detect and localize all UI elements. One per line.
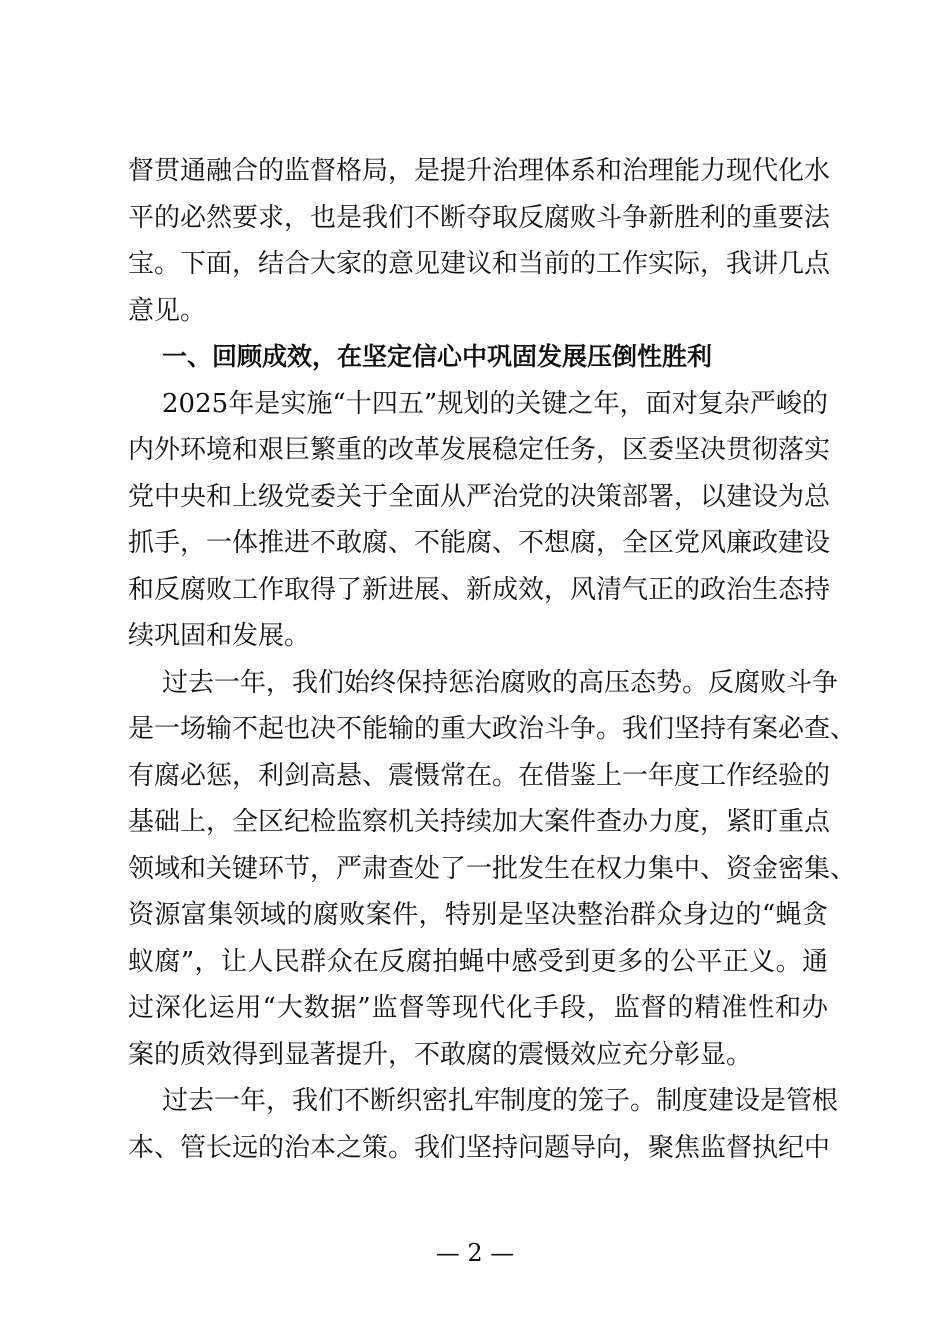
paragraph-line: 领域和关键环节，严肃查处了一批发生在权力集中、资金密集、: [128, 853, 857, 884]
paragraph-line: 案的质效得到显著提升，不敢腐的震慑效应充分彰显。: [128, 1039, 753, 1070]
paragraph-line: 基础上，全区纪检监察机关持续加大案件查办力度，紧盯重点: [128, 807, 831, 837]
paragraph-line: 续巩固和发展。: [128, 621, 311, 651]
paragraph-line: 资源富集领域的腐败案件，特别是坚决整治群众身边的“蝇贪: [128, 900, 828, 930]
paragraph-line: 过去一年，我们始终保持惩治腐败的高压态势。反腐败斗争: [162, 667, 839, 698]
page-number: — 2 —: [435, 1239, 515, 1267]
paragraph-line: 意见。: [128, 295, 207, 326]
section-heading: 一、回顾成效，在坚定信心中巩固发展压倒性胜利: [162, 342, 713, 371]
paragraph-line: 蚁腐”，让人民群众在反腐拍蝇中感受到更多的公平正义。通: [128, 946, 828, 977]
paragraph-line: 和反腐败工作取得了新进展、新成效，风清气正的政治生态持: [128, 574, 831, 605]
paragraph-line: 抓手，一体推进不敢腐、不能腐、不想腐，全区党风廉政建设: [128, 528, 831, 558]
paragraph-line: 是一场输不起也决不能输的重大政治斗争。我们坚持有案必查、: [128, 714, 857, 744]
paragraph-line: 党中央和上级党委关于全面从严治党的决策部署，以建设为总: [128, 481, 831, 512]
document-body: [128, 148, 857, 1171]
paragraph-line: 宝。下面，结合大家的意见建议和当前的工作实际，我讲几点: [128, 249, 831, 279]
paragraph-line: 过去一年，我们不断织密扎牢制度的笼子。制度建设是管根: [162, 1086, 839, 1116]
paragraph-line: 内外环境和艰巨繁重的改革发展稳定任务，区委坚决贯彻落实: [128, 435, 831, 465]
paragraph-line: 过深化运用“大数据”监督等现代化手段，监督的精准性和办: [128, 993, 828, 1023]
paragraph-line: 本、管长远的治本之策。我们坚持问题导向，聚焦监督执纪中: [128, 1132, 831, 1163]
paragraph-line: 有腐必惩，利剑高悬、震慑常在。在借鉴上一年度工作经验的: [128, 760, 831, 791]
paragraph-line: 督贯通融合的监督格局，是提升治理体系和治理能力现代化水: [128, 156, 831, 186]
paragraph-line: 2025年是实施“十四五”规划的关键之年，面对复杂严峻的: [162, 388, 828, 419]
paragraph-line: 平的必然要求，也是我们不断夺取反腐败斗争新胜利的重要法: [128, 202, 831, 233]
